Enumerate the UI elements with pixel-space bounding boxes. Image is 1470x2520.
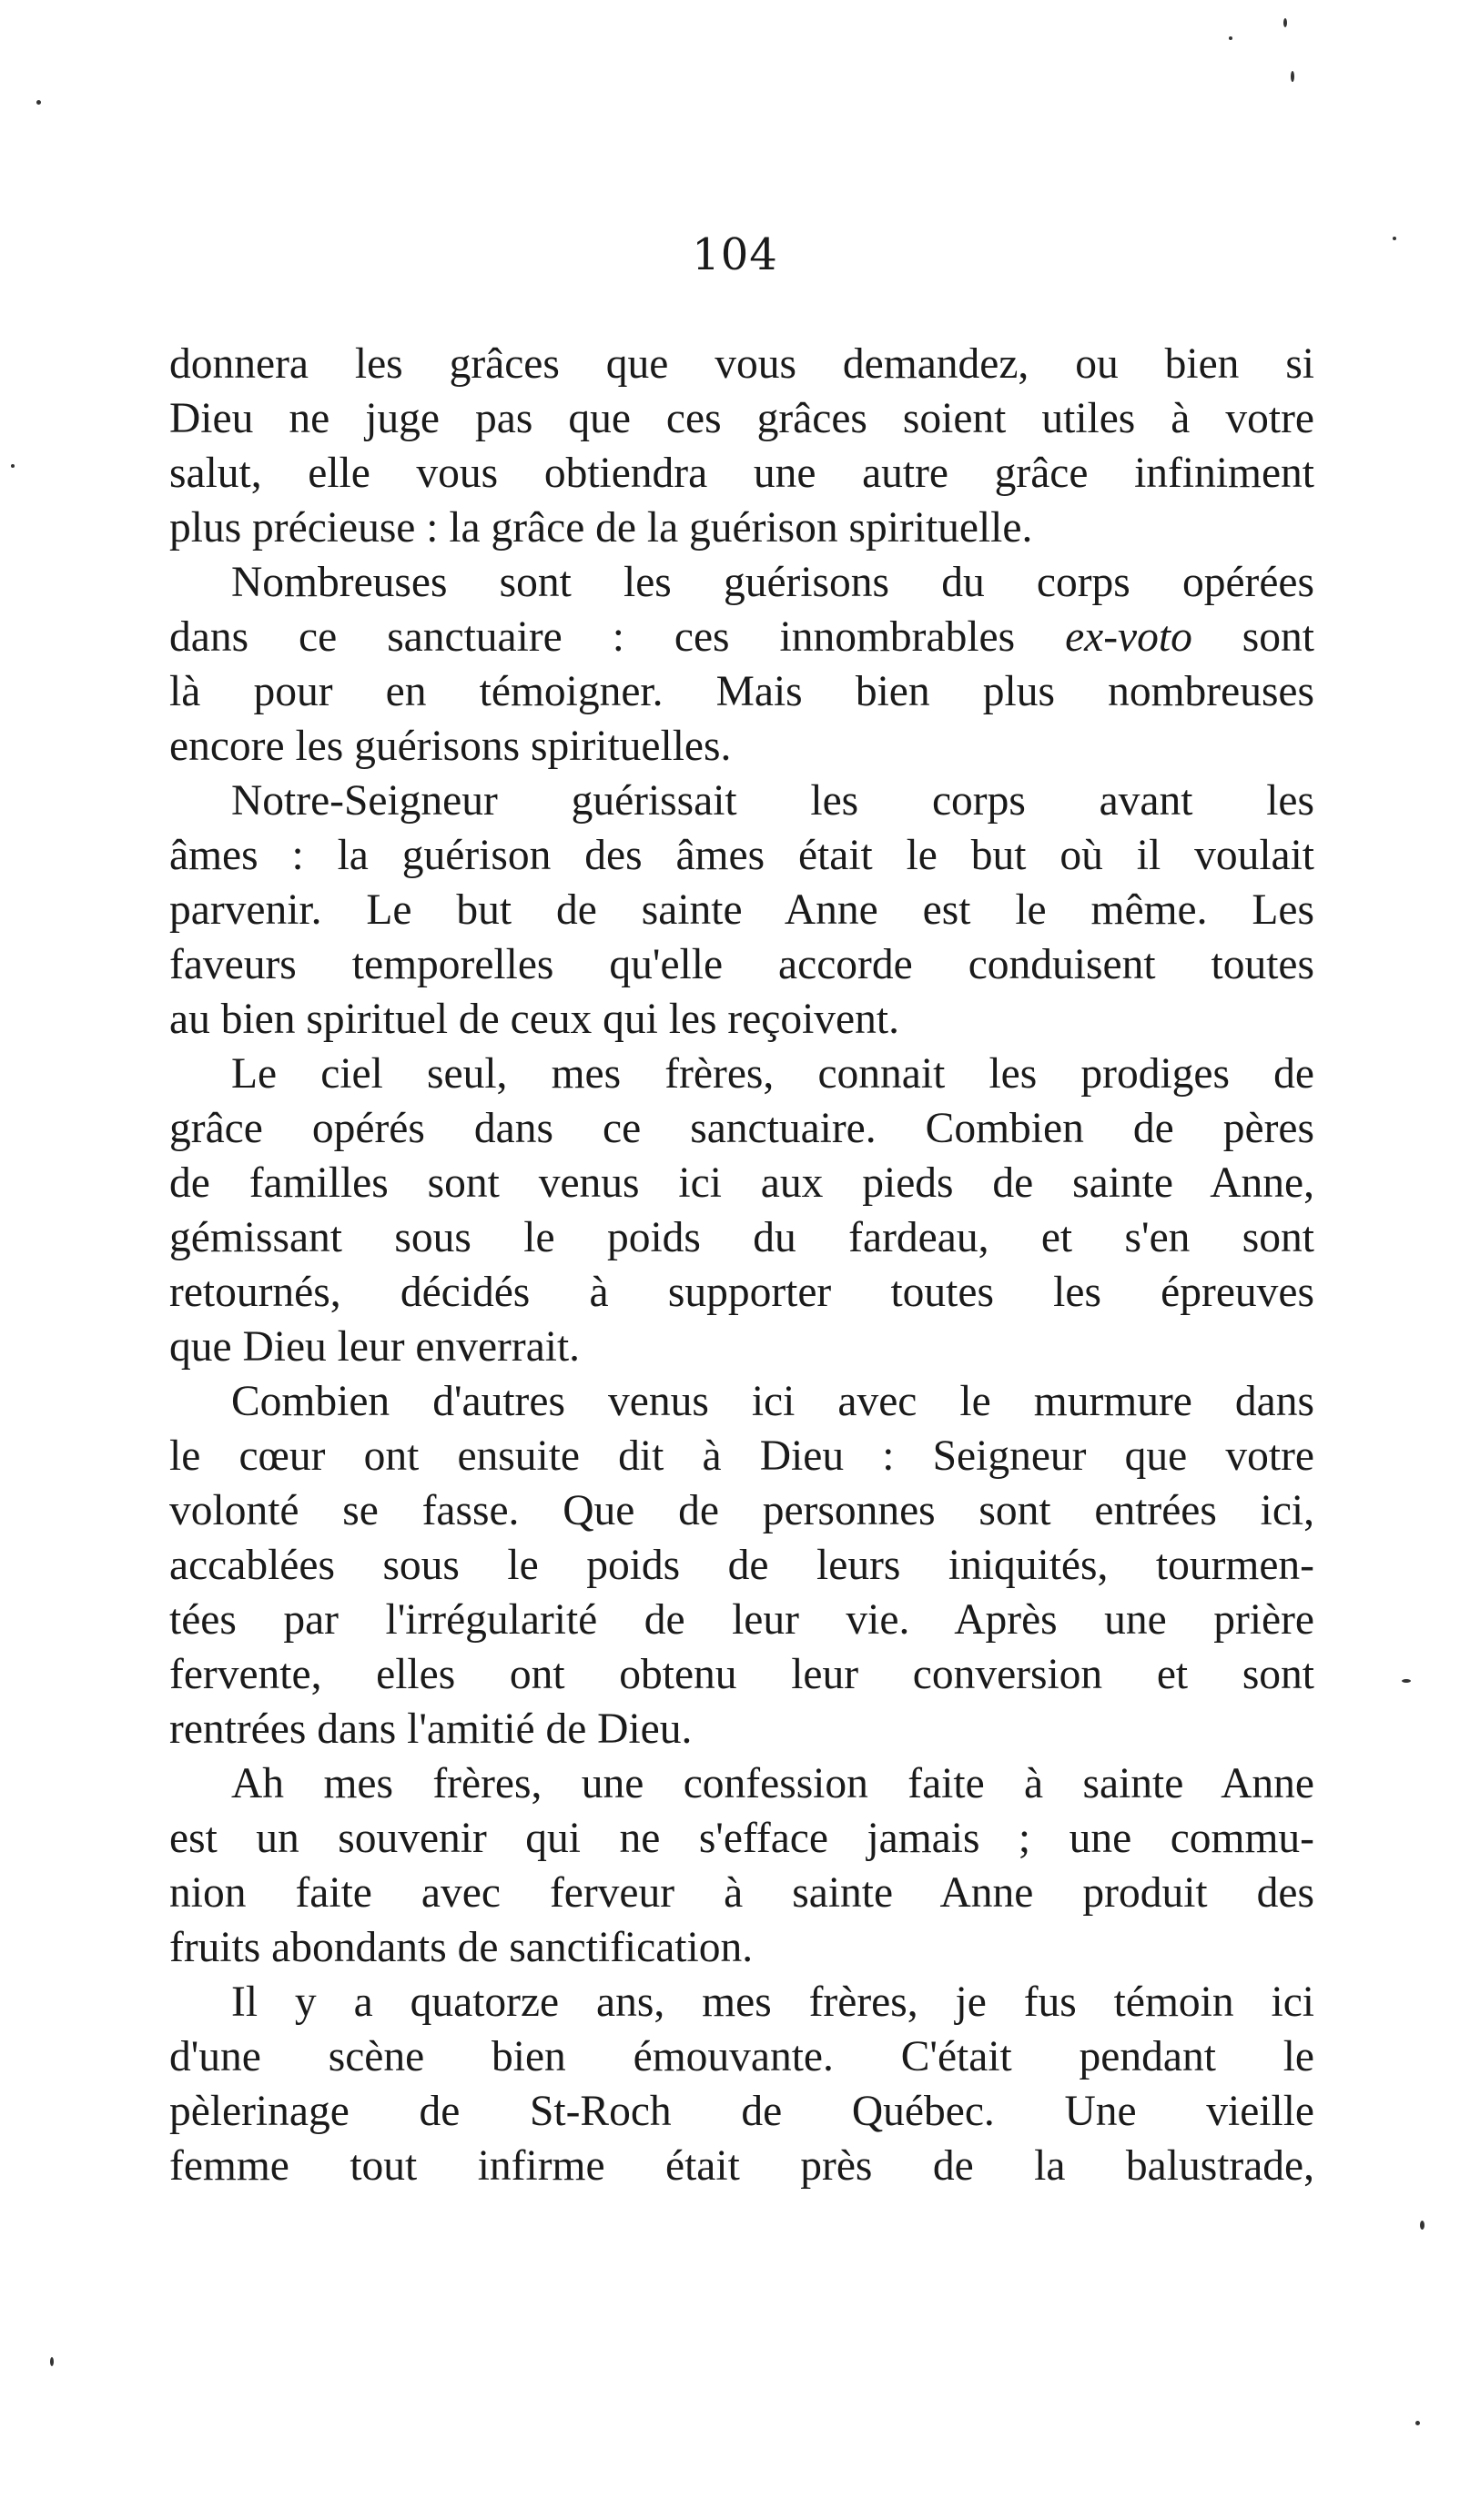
text-line: encore les guérisons spirituelles.	[169, 723, 732, 770]
text-line: Nombreuses sont les guérisons du corps opérées	[231, 559, 1314, 606]
scan-speck	[36, 100, 41, 105]
page-number: 104	[692, 229, 778, 280]
text-line: salut, elle vous obtiendra une autre grâce infiniment	[169, 450, 1314, 497]
scan-speck	[1393, 237, 1396, 240]
paragraph	[169, 1975, 1314, 2193]
text-line: pèlerinage de St-Roch de Québec. Une vieille	[169, 2088, 1314, 2135]
text-line: Il y a quatorze ans, mes frères, je fus témoin ici	[231, 1979, 1314, 2026]
text-line: dans ce sanctuaire : ces innombrables ex-voto sont	[169, 613, 1314, 661]
paragraph	[169, 555, 1314, 774]
paragraph	[169, 1047, 1314, 1374]
text-line: faveurs temporelles qu'elle accorde conduisent toutes	[169, 941, 1314, 988]
text-line: plus précieuse : la grâce de la guérison spirituelle.	[169, 504, 1033, 552]
scan-speck	[1229, 36, 1232, 40]
text-line: femme tout infirme était près de la balustrade,	[169, 2142, 1314, 2190]
text-line: au bien spirituel de ceux qui les reçoivent.	[169, 996, 899, 1043]
paragraph	[169, 1756, 1314, 1975]
scan-speck	[1291, 71, 1294, 82]
text-line: le cœur ont ensuite dit à Dieu : Seigneur que votre	[169, 1432, 1314, 1480]
scan-speck	[1402, 1679, 1411, 1683]
text-line: nion faite avec ferveur à sainte Anne produit des	[169, 1869, 1314, 1917]
scan-speck	[1415, 2421, 1420, 2425]
text-line: Combien d'autres venus ici avec le murmure dans	[231, 1378, 1314, 1425]
text-line: est un souvenir qui ne s'efface jamais ; une commu-	[169, 1815, 1314, 1862]
text-line: là pour en témoigner. Mais bien plus nombreuses	[169, 668, 1314, 715]
scan-speck	[1420, 2221, 1424, 2230]
text-line: Dieu ne juge pas que ces grâces soient utiles à votre	[169, 395, 1314, 442]
scan-speck	[50, 2357, 54, 2366]
text-line: fervente, elles ont obtenu leur conversion et sont	[169, 1651, 1314, 1698]
text-line: donnera les grâces que vous demandez, ou bien si	[169, 340, 1314, 388]
paragraph	[169, 774, 1314, 1047]
text-line: gémissant sous le poids du fardeau, et s'en sont	[169, 1214, 1314, 1261]
text-line: d'une scène bien émouvante. C'était pendant le	[169, 2033, 1314, 2080]
text-line: de familles sont venus ici aux pieds de sainte Anne,	[169, 1159, 1314, 1207]
scan-speck	[11, 464, 15, 468]
text-line: volonté se fasse. Que de personnes sont entrées ici,	[169, 1487, 1314, 1534]
text-line: Notre-Seigneur guérissait les corps avant les	[231, 777, 1314, 825]
text-line: que Dieu leur enverrait.	[169, 1323, 581, 1371]
text-line: retournés, décidés à supporter toutes les épreuves	[169, 1269, 1314, 1316]
text-line: tées par l'irrégularité de leur vie. Après une prière	[169, 1596, 1314, 1644]
text-line: accablées sous le poids de leurs iniquités, tourmen-	[169, 1542, 1314, 1589]
text-line: Ah mes frères, une confession faite à sainte Anne	[231, 1760, 1314, 1807]
scan-speck	[1283, 18, 1287, 27]
italic-term: ex-voto	[1065, 613, 1192, 661]
text-line: âmes : la guérison des âmes était le but où il voulait	[169, 832, 1314, 879]
paragraph	[169, 337, 1314, 555]
text-line: parvenir. Le but de sainte Anne est le même. Les	[169, 886, 1314, 934]
text-line: rentrées dans l'amitié de Dieu.	[169, 1705, 693, 1753]
text-line: Le ciel seul, mes frères, connait les prodiges de	[231, 1050, 1314, 1098]
text-line: fruits abondants de sanctification.	[169, 1924, 754, 1971]
body-text	[169, 337, 1314, 2193]
text-line: grâce opérés dans ce sanctuaire. Combien de pères	[169, 1105, 1314, 1152]
paragraph	[169, 1374, 1314, 1756]
